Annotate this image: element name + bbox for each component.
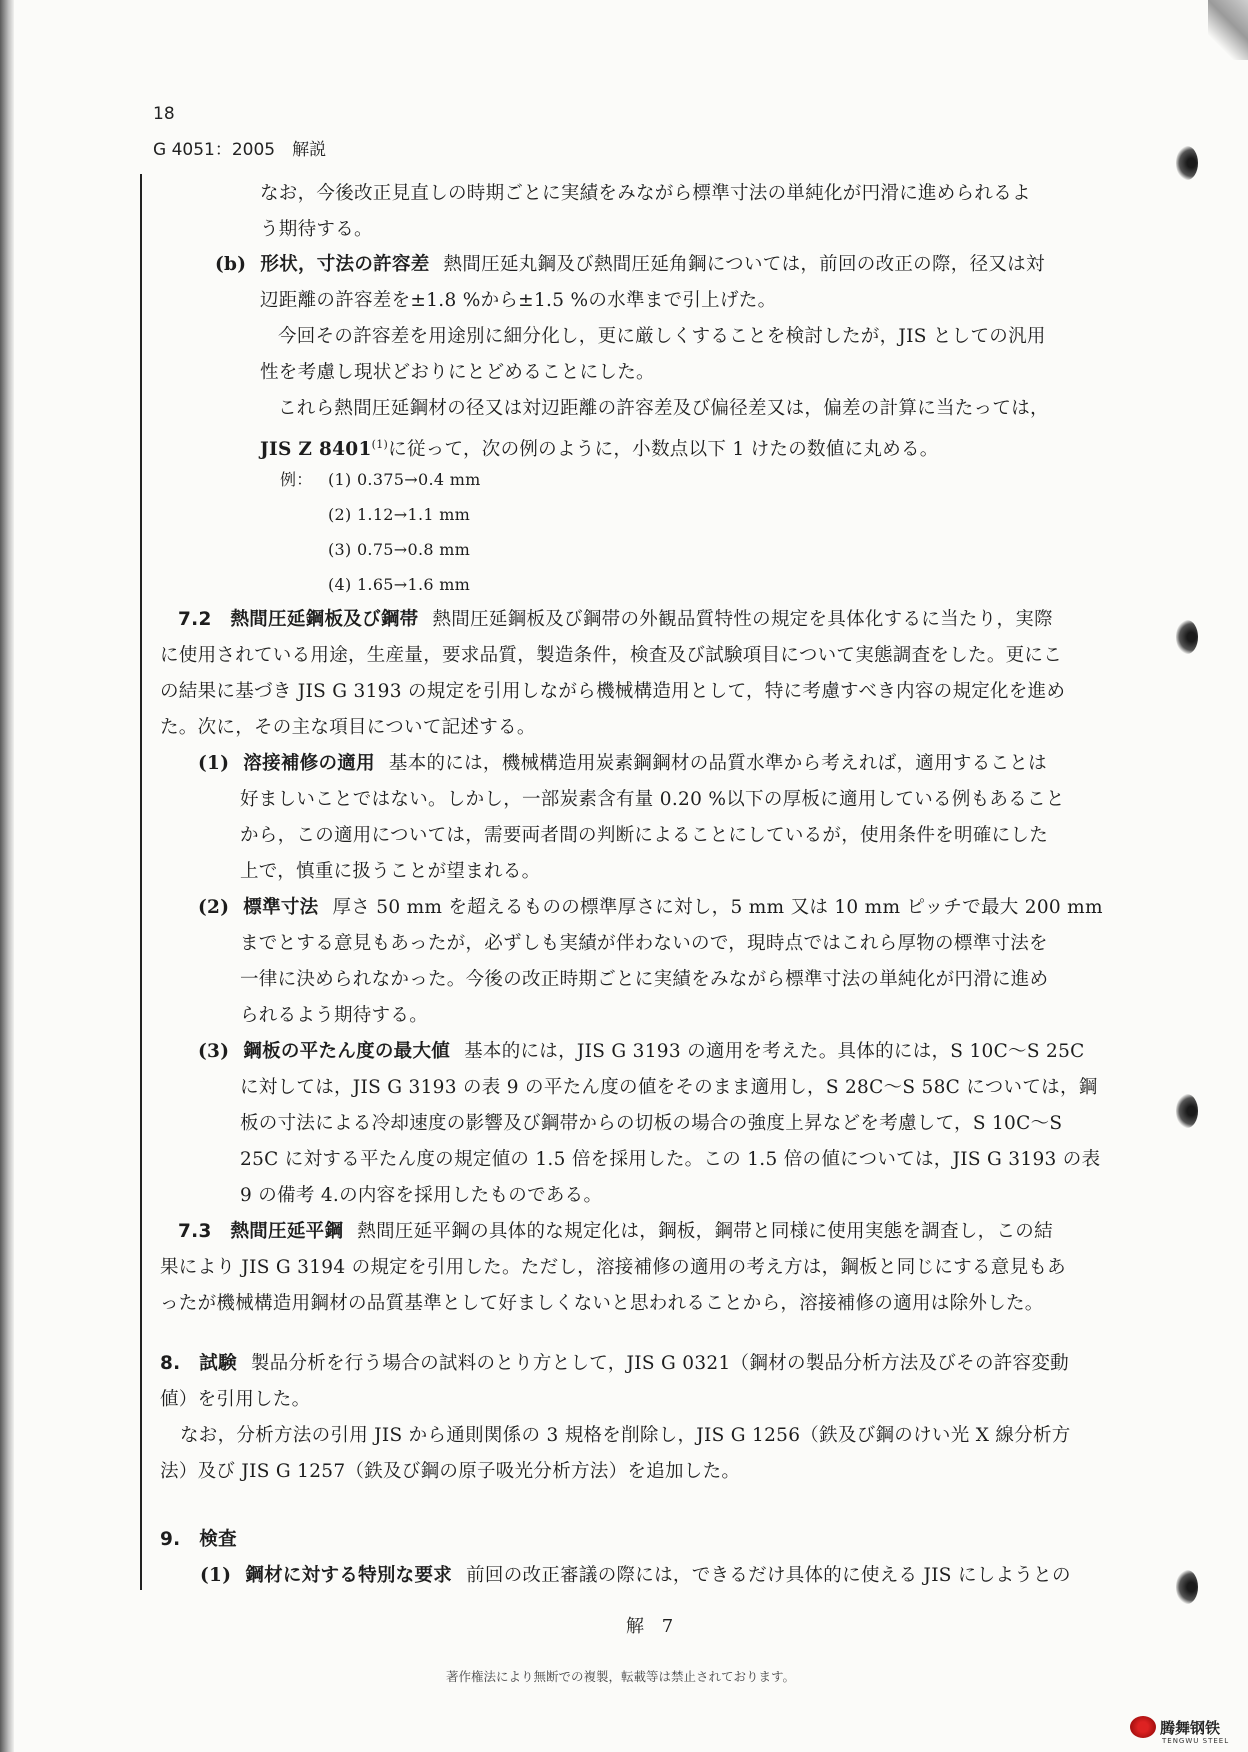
- text-line: られるよう期待する。: [240, 1005, 429, 1026]
- binding-edge: [0, 0, 14, 1752]
- text-segment: 熱間圧延丸鋼及び熱間圧延角鋼については，前回の改正の際，径又は対: [443, 254, 1045, 275]
- text-segment: 基本的には，JIS G 3193 の適用を考えた。具体的には，S 10C～S 25C: [464, 1041, 1085, 1062]
- watermark-subtext: TENGWU STEEL: [1162, 1737, 1230, 1745]
- text-line: 果により JIS G 3194 の規定を引用した。ただし，溶接補修の適用の考え方は，鋼板と同じにする意見もあ: [160, 1257, 1066, 1278]
- item-1-heading: [200, 1564, 1071, 1588]
- copyright-notice: 著作権法により無断での複製，転載等は禁止されております。: [446, 1669, 796, 1684]
- watermark-logo-icon: [1130, 1716, 1156, 1738]
- standard-designation: G 4051：2005 解説: [153, 140, 327, 160]
- section-title: 8. 試験: [160, 1353, 237, 1374]
- text-line: 今回その許容差を用途別に細分化し，更に厳しくすることを検討したが，JIS としての汎用: [278, 326, 1046, 347]
- text-line: までとする意見もあったが，必ずしも実績が伴わないので，現時点ではこれら厚物の標準寸法を: [240, 933, 1048, 954]
- section-title: 7.2 熱間圧延鋼板及び鋼帯: [178, 609, 419, 630]
- item-b-heading: [215, 253, 1045, 277]
- section-7-3-heading: [178, 1220, 1053, 1244]
- text-segment: 前回の改正審議の際には，できるだけ具体的に使える JIS にしようとの: [466, 1565, 1071, 1586]
- text-line: 好ましいことではない。しかし，一部炭素含有量 0.20 %以下の厚板に適用している例もあること: [240, 789, 1065, 810]
- text-segment: 熱間圧延鋼板及び鋼帯の外観品質特性の規定を具体化するに当たり，実際: [432, 609, 1053, 630]
- text-line: 一律に決められなかった。今後の改正時期ごとに実績をみながら標準寸法の単純化が円滑に進め: [240, 969, 1049, 990]
- example-item: (4) 1.65→1.6 mm: [328, 575, 471, 594]
- item-title: 鋼板の平たん度の最大値: [243, 1041, 451, 1062]
- text-line: 法）及び JIS G 1257（鉄及び鋼の原子吸光分析方法）を追加した。: [160, 1461, 741, 1482]
- text-segment: 製品分析を行う場合の試料のとり方として，JIS G 0321（鋼材の製品分析方法及びその許容変動: [250, 1353, 1069, 1374]
- text-line: た。次に，その主な項目について記述する。: [160, 717, 536, 738]
- text-line: ったが機械構造用鋼材の品質基準として好ましくないと思われることから，溶接補修の適用は除外した。: [160, 1293, 1044, 1314]
- example-item: (3) 0.75→0.8 mm: [328, 540, 471, 559]
- page-number: 18: [153, 104, 175, 124]
- watermark-name: 腾舞钢铁: [1160, 1718, 1221, 1737]
- text-line: 板の寸法による冷却速度の影響及び鋼帯からの切板の場合の強度上昇などを考慮して，S 10C～S: [240, 1113, 1063, 1134]
- text-line: 25C に対する平たん度の規定値の 1.5 倍を採用した。この 1.5 倍の値については，JIS G 3193 の表: [240, 1149, 1101, 1170]
- section-7-2-heading: [178, 608, 1053, 632]
- text-line: なお，今後改正見直しの時期ごとに実績をみながら標準寸法の単純化が円滑に進められるよ: [260, 183, 1031, 204]
- item-title: 形状，寸法の許容差: [260, 254, 430, 275]
- text-line: 上で，慎重に扱うことが望まれる。: [240, 861, 541, 882]
- item-label: (1): [198, 753, 230, 774]
- item-label: (2): [198, 897, 230, 918]
- item-2-heading: [198, 896, 1103, 920]
- item-label: (3): [198, 1041, 230, 1062]
- text-line: 辺距離の許容差を±1.8 %から±1.5 %の水準まで引上げた。: [260, 290, 777, 311]
- text-line: に対しては，JIS G 3193 の表 9 の平たん度の値をそのまま適用し，S 28C～S 58C については，鋼: [240, 1077, 1098, 1098]
- item-3-heading: [198, 1040, 1085, 1064]
- example-label: 例：: [280, 470, 313, 489]
- punch-hole: [1176, 1094, 1198, 1128]
- text-line: から，この適用については，需要両者間の判断によることにしているが，使用条件を明確にした: [240, 825, 1049, 846]
- text-line: [260, 433, 939, 462]
- item-label: (b): [215, 254, 247, 275]
- text-segment: 基本的には，機械構造用炭素鋼鋼材の品質水準から考えれば，適用することは: [388, 753, 1047, 774]
- item-1-heading: [198, 752, 1047, 776]
- example-item: (2) 1.12→1.1 mm: [328, 505, 471, 524]
- text-line: 9 の備考 4.の内容を採用したものである。: [240, 1185, 603, 1206]
- text-line: 性を考慮し現状どおりにとどめることにした。: [260, 362, 655, 383]
- standard-ref: JIS Z 8401: [260, 439, 372, 461]
- page-corner-curl: [1208, 0, 1248, 60]
- text-line: 値）を引用した。: [160, 1389, 311, 1410]
- text-segment: 厚さ 50 mm を超えるものの標準厚さに対し，5 mm 又は 10 mm ピッチで最大 200 mm: [332, 897, 1103, 918]
- punch-hole: [1176, 1570, 1198, 1604]
- watermark: [1130, 1716, 1220, 1738]
- example-item: (1) 0.375→0.4 mm: [328, 470, 481, 489]
- text-segment: に従って，次の例のように，小数点以下 1 けたの数値に丸める。: [388, 439, 939, 461]
- item-title: 標準寸法: [243, 897, 319, 918]
- section-8-heading: [160, 1352, 1069, 1376]
- text-line: これら熱間圧延鋼材の径又は対辺距離の許容差及び偏径差又は，偏差の計算に当たっては，: [278, 398, 1049, 419]
- footnote-ref: (1): [371, 438, 389, 451]
- section-title: 7.3 熱間圧延平鋼: [178, 1221, 344, 1242]
- section-9-heading: 9. 検査: [160, 1529, 237, 1550]
- punch-hole: [1176, 620, 1198, 654]
- margin-rule: [140, 174, 142, 1590]
- item-label: (1): [200, 1565, 232, 1586]
- footer-page-label: 解 7: [626, 1616, 680, 1637]
- text-segment: 熱間圧延平鋼の具体的な規定化は，鋼板，鋼帯と同様に使用実態を調査し，この結: [357, 1221, 1053, 1242]
- text-line: う期待する。: [260, 219, 373, 240]
- text-line: の結果に基づき JIS G 3193 の規定を引用しながら機械構造用として，特に考慮すべき内容の規定化を進め: [160, 681, 1066, 702]
- text-line: に使用されている用途，生産量，要求品質，製造条件，検査及び試験項目について実態調査をした。更にこ: [160, 645, 1063, 666]
- text-line: なお，分析方法の引用 JIS から通則関係の 3 規格を削除し，JIS G 1256（鉄及び鋼のけい光 X 線分析方: [180, 1425, 1071, 1446]
- punch-hole: [1176, 146, 1198, 180]
- item-title: 鋼材に対する特別な要求: [245, 1565, 453, 1586]
- item-title: 溶接補修の適用: [243, 753, 375, 774]
